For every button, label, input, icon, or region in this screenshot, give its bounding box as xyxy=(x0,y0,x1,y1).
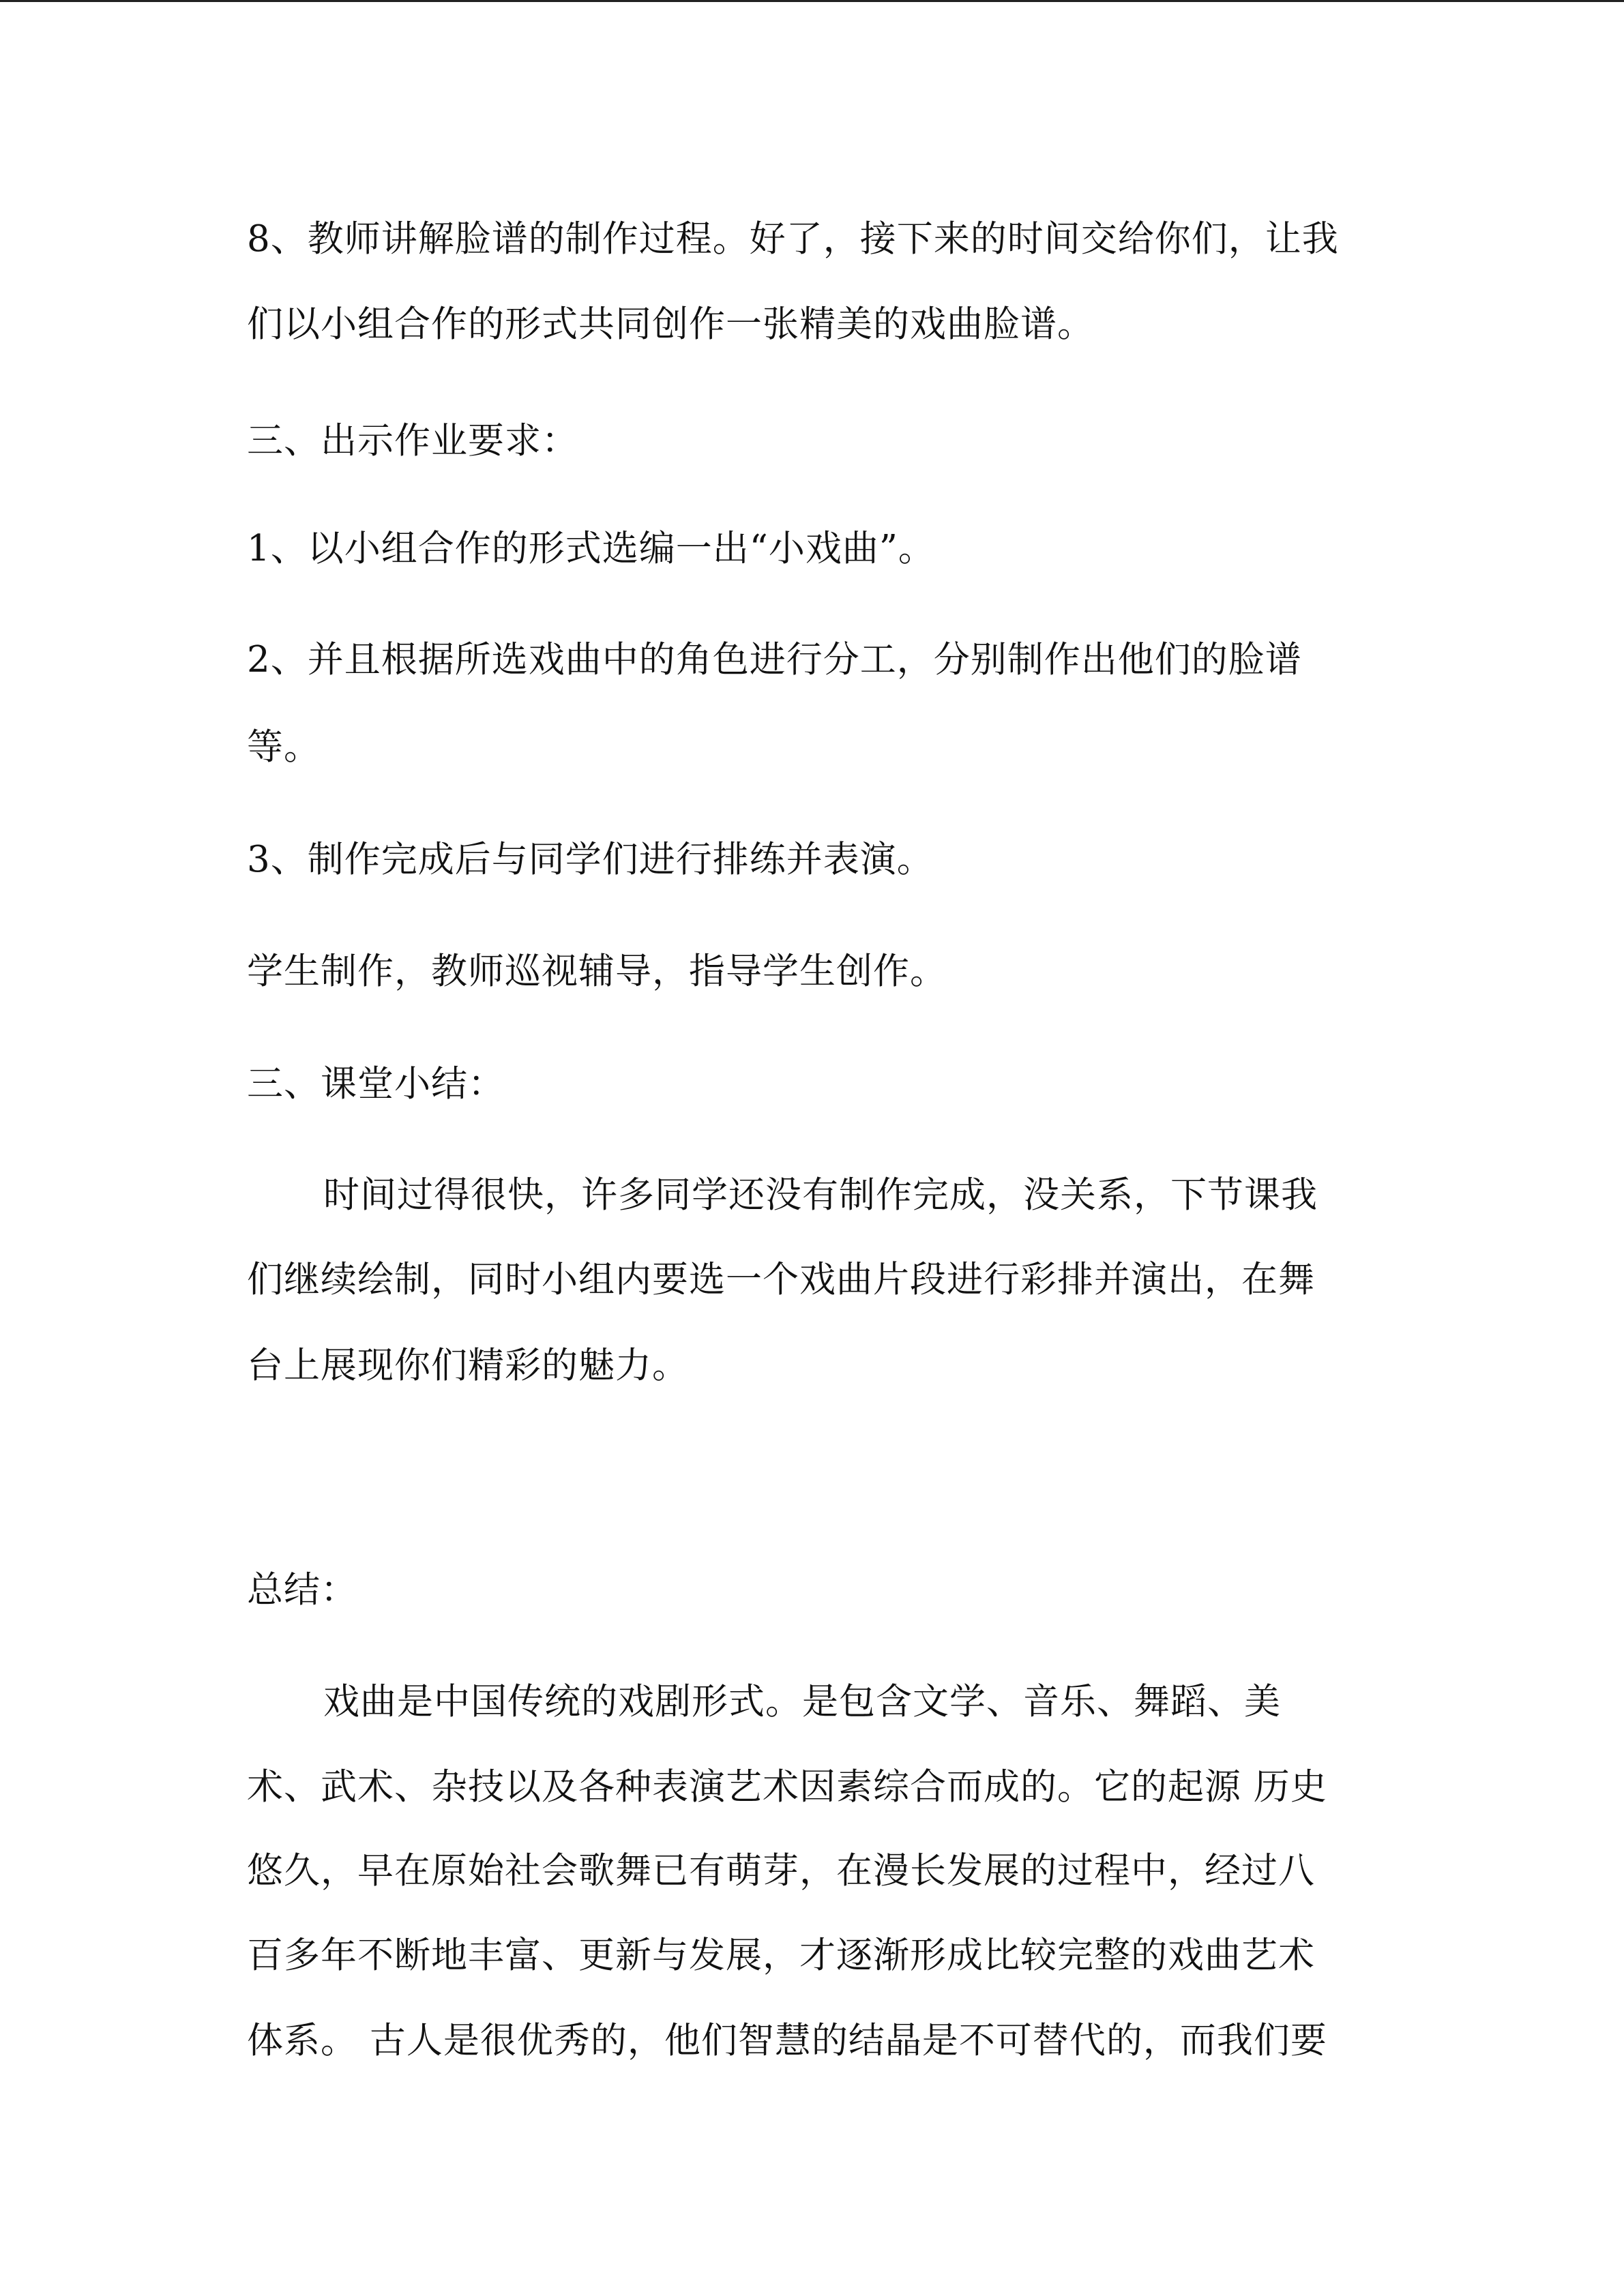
text-line-conclusion-2: 术、武术、杂技以及各种表演艺术因素综合而成的。它的起源 历史 xyxy=(247,1766,1327,1808)
text-line-step8: 8、教师讲解脸谱的制作过程。好了，接下来的时间交给你们，让我 xyxy=(247,218,1339,260)
text-line-requirement-2-cont: 等。 xyxy=(247,726,321,768)
text-line-summary-2: 们继续绘制，同时小组内要选一个戏曲片段进行彩排并演出，在舞 xyxy=(247,1259,1315,1300)
text-line-summary-3: 台上展现你们精彩的魅力。 xyxy=(247,1345,689,1386)
text-line-conclusion-4: 百多年不断地丰富、更新与发展，才逐渐形成比较完整的戏曲艺术 xyxy=(247,1935,1315,1976)
text-line-requirement-2: 2、并且根据所选戏曲中的角色进行分工，分别制作出他们的脸谱 xyxy=(247,639,1302,681)
text-line-step8-cont: 们以小组合作的形式共同创作一张精美的戏曲脸谱。 xyxy=(247,303,1094,345)
text-line-conclusion-3: 悠久，早在原始社会歌舞已有萌芽，在漫长发展的过程中，经过八 xyxy=(247,1850,1315,1892)
text-line-student-work: 学生制作，教师巡视辅导，指导学生创作。 xyxy=(247,951,947,992)
section-heading-conclusion: 总结： xyxy=(247,1569,357,1611)
text-line-conclusion-5: 体系。 古人是很优秀的，他们智慧的结晶是不可替代的，而我们要 xyxy=(247,2020,1327,2061)
text-line-conclusion-1: 戏曲是中国传统的戏剧形式。是包含文学、音乐、舞蹈、美 xyxy=(323,1681,1281,1723)
section-heading-summary: 三、课堂小结： xyxy=(247,1063,505,1105)
page-top-border xyxy=(0,0,1624,2)
section-heading-homework: 三、出示作业要求： xyxy=(247,420,578,462)
text-line-requirement-3: 3、制作完成后与同学们进行排练并表演。 xyxy=(247,839,934,880)
text-line-summary-1: 时间过得很快，许多同学还没有制作完成，没关系，下节课我 xyxy=(323,1174,1318,1216)
text-line-requirement-1: 1、以小组合作的形式选编一出“小戏曲”。 xyxy=(247,528,935,569)
